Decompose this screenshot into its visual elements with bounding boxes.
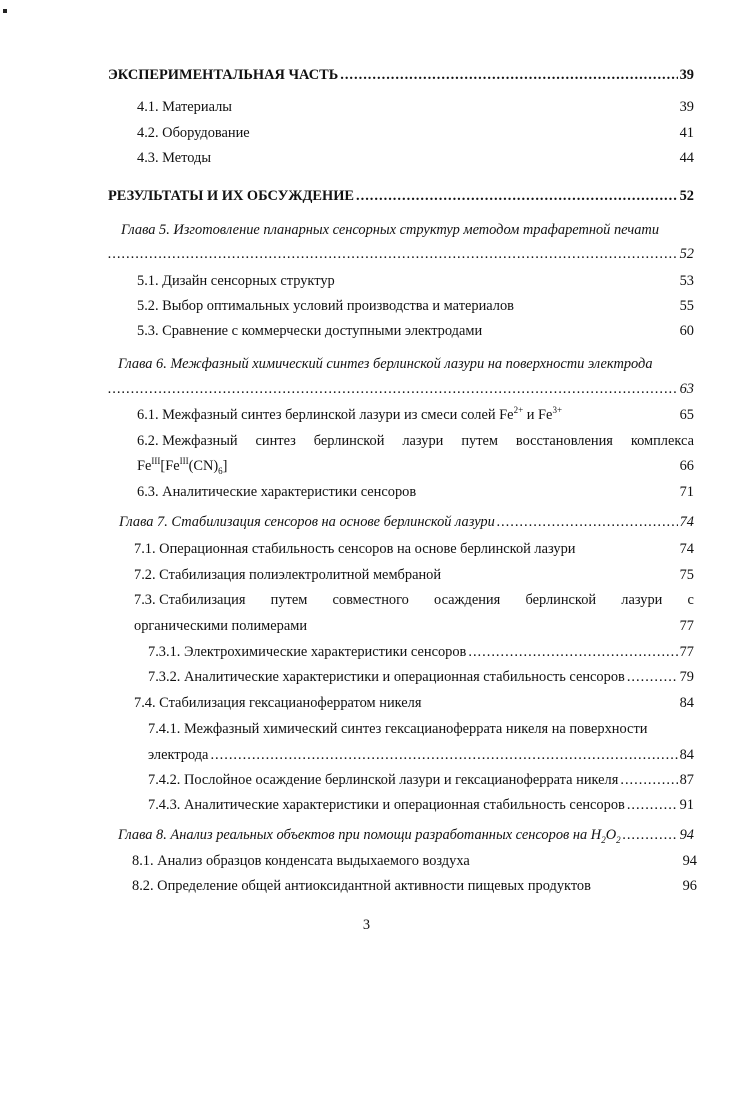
word: синтез: [255, 433, 296, 449]
word: с: [687, 592, 694, 608]
word: путем: [461, 433, 498, 449]
item-label: и Fe: [523, 407, 553, 423]
page-ref: 91: [679, 797, 694, 813]
formula-part: ]: [222, 458, 228, 474]
formula-part: [Fe: [160, 458, 180, 474]
page-number: 3: [362, 917, 371, 933]
word: 6.2. Межфазный: [137, 433, 238, 449]
dot-leader: [340, 66, 677, 84]
item-label: 7.3.2. Аналитические характеристики и операционная стабильность сенсоров: [148, 669, 625, 685]
dot-leader: [620, 771, 677, 789]
toc-item-6-2[interactable]: [137, 432, 694, 450]
toc-item-4-3[interactable]: 4.3. Методы: [137, 150, 212, 166]
page-ref: 96: [682, 878, 697, 894]
dot-leader: [623, 826, 678, 844]
page-ref: 52: [679, 188, 694, 204]
toc-chapter-5-title[interactable]: Глава 5. Изготовление планарных сенсорных структур методом трафаретной печати: [121, 222, 660, 238]
page-ref: 52: [679, 246, 694, 262]
chapter-title: Глава 7. Стабилизация сенсоров на основе берлинской лазури: [119, 514, 495, 530]
toc-item-4-1[interactable]: 4.1. Материалы: [137, 99, 232, 115]
scan-corner-mark: [3, 9, 7, 13]
toc-chapter-7[interactable]: [119, 513, 694, 531]
toc-chapter-8[interactable]: [118, 826, 694, 844]
toc-chapter-6-title[interactable]: Глава 6. Межфазный химический синтез берлинской лазури на поверхности электрода: [118, 356, 653, 372]
toc-item-7-4-2[interactable]: [148, 771, 694, 789]
toc-item-7-3-line2: органическими полимерами: [134, 618, 308, 634]
item-label: 7.3.1. Электрохимические характеристики сенсоров: [148, 644, 467, 660]
toc-results[interactable]: [108, 187, 694, 205]
toc-experimental[interactable]: [108, 66, 694, 84]
toc-item-5-1[interactable]: 5.1. Дизайн сенсорных структур: [137, 273, 335, 289]
page-ref: 84: [679, 695, 694, 711]
item-label: 7.4.2. Послойное осаждение берлинской лазури и гексацианоферрата никеля: [148, 772, 619, 788]
formula-part: Fe: [137, 458, 152, 474]
subscript: 2: [616, 834, 621, 845]
dot-leader: [497, 513, 678, 531]
superscript: III: [151, 456, 161, 467]
word: берлинской: [525, 592, 597, 608]
toc-item-6-2-line2: [137, 457, 227, 475]
item-label: 6.1. Межфазный синтез берлинской лазури из смеси солей Fe: [137, 407, 514, 423]
item-label: 7.4.3. Аналитические характеристики и операционная стабильность сенсоров: [148, 797, 625, 813]
dot-leader: [356, 187, 678, 205]
page-ref: 63: [679, 381, 694, 397]
page-ref: 39: [679, 99, 694, 115]
page-ref: 44: [679, 150, 694, 166]
page-ref: 74: [679, 541, 694, 557]
toc-item-6-3[interactable]: 6.3. Аналитические характеристики сенсоров: [137, 484, 417, 500]
word: совместного: [332, 592, 409, 608]
chapter-title: [118, 826, 621, 844]
toc-item-7-4-1-line2: [148, 746, 694, 764]
word: комплекса: [630, 433, 694, 449]
page-ref: 77: [679, 644, 694, 660]
toc-item-4-2[interactable]: 4.2. Оборудование: [137, 125, 250, 141]
page-ref: 53: [679, 273, 694, 289]
toc-item-5-2[interactable]: 5.2. Выбор оптимальных условий производства и материалов: [137, 298, 514, 314]
page-ref: 87: [679, 772, 694, 788]
page-ref: 94: [682, 853, 697, 869]
toc-item-7-3[interactable]: [134, 591, 694, 609]
superscript: 3+: [552, 405, 563, 416]
page-ref: 71: [679, 484, 694, 500]
toc-item-7-2[interactable]: 7.2. Стабилизация полиэлектролитной мембраной: [134, 567, 442, 583]
subscript: 2: [601, 834, 606, 845]
page-ref: 94: [679, 827, 694, 843]
toc-item-8-1[interactable]: 8.1. Анализ образцов конденсата выдыхаемого воздуха: [132, 853, 470, 869]
dot-leader: [210, 746, 677, 764]
toc-item-7-3-1[interactable]: [148, 643, 694, 661]
toc-item-6-1[interactable]: [137, 406, 562, 424]
dot-leader: [108, 380, 678, 398]
superscript: III: [179, 456, 189, 467]
section-title: ЭКСПЕРИМЕНТАЛЬНАЯ ЧАСТЬ: [108, 67, 339, 83]
toc-item-7-1[interactable]: 7.1. Операционная стабильность сенсоров на основе берлинской лазури: [134, 541, 576, 557]
chapter-title-text: Глава 8. Анализ реальных объектов при помощи разработанных сенсоров на H: [118, 827, 602, 843]
page-ref: 74: [679, 514, 694, 530]
section-title: РЕЗУЛЬТАТЫ И ИХ ОБСУЖДЕНИЕ: [108, 188, 355, 204]
page-ref: 39: [679, 67, 694, 83]
word: путем: [270, 592, 308, 608]
word: берлинской: [313, 433, 385, 449]
formula-part: O: [605, 827, 617, 843]
dot-leader: [627, 796, 678, 814]
page-ref: 41: [679, 125, 694, 141]
page-ref: 75: [679, 567, 694, 583]
toc-item-7-3-2[interactable]: [148, 668, 694, 686]
page-ref: 60: [679, 323, 694, 339]
subscript: 6: [218, 465, 223, 476]
page-ref: 66: [679, 458, 694, 474]
toc-item-7-4-1[interactable]: 7.4.1. Межфазный химический синтез гексацианоферрата никеля на поверхности: [148, 721, 648, 737]
dot-leader: [468, 643, 677, 661]
dot-leader: [108, 245, 678, 263]
toc-item-7-4-3[interactable]: [148, 796, 694, 814]
dot-leader: [627, 668, 678, 686]
formula-part: (CN): [188, 458, 219, 474]
word: лазури: [621, 592, 663, 608]
toc-item-8-2[interactable]: 8.2. Определение общей антиоксидантной активности пищевых продуктов: [132, 878, 591, 894]
page-ref: 77: [679, 618, 694, 634]
word: восстановления: [515, 433, 613, 449]
word: осаждения: [434, 592, 501, 608]
word: 7.3. Стабилизация: [134, 592, 246, 608]
toc-item-7-4[interactable]: 7.4. Стабилизация гексацианоферратом никеля: [134, 695, 422, 711]
word: лазури: [402, 433, 444, 449]
page-ref: 55: [679, 298, 694, 314]
superscript: 2+: [513, 405, 524, 416]
toc-chapter-5-leader: [108, 245, 694, 263]
toc-item-5-3[interactable]: 5.3. Сравнение с коммерчески доступными электродами: [137, 323, 483, 339]
toc-chapter-6-leader: [108, 380, 694, 398]
page-ref: 79: [679, 669, 694, 685]
item-label: электрода: [148, 747, 209, 763]
page-ref: 65: [679, 407, 694, 423]
page-ref: 84: [679, 747, 694, 763]
